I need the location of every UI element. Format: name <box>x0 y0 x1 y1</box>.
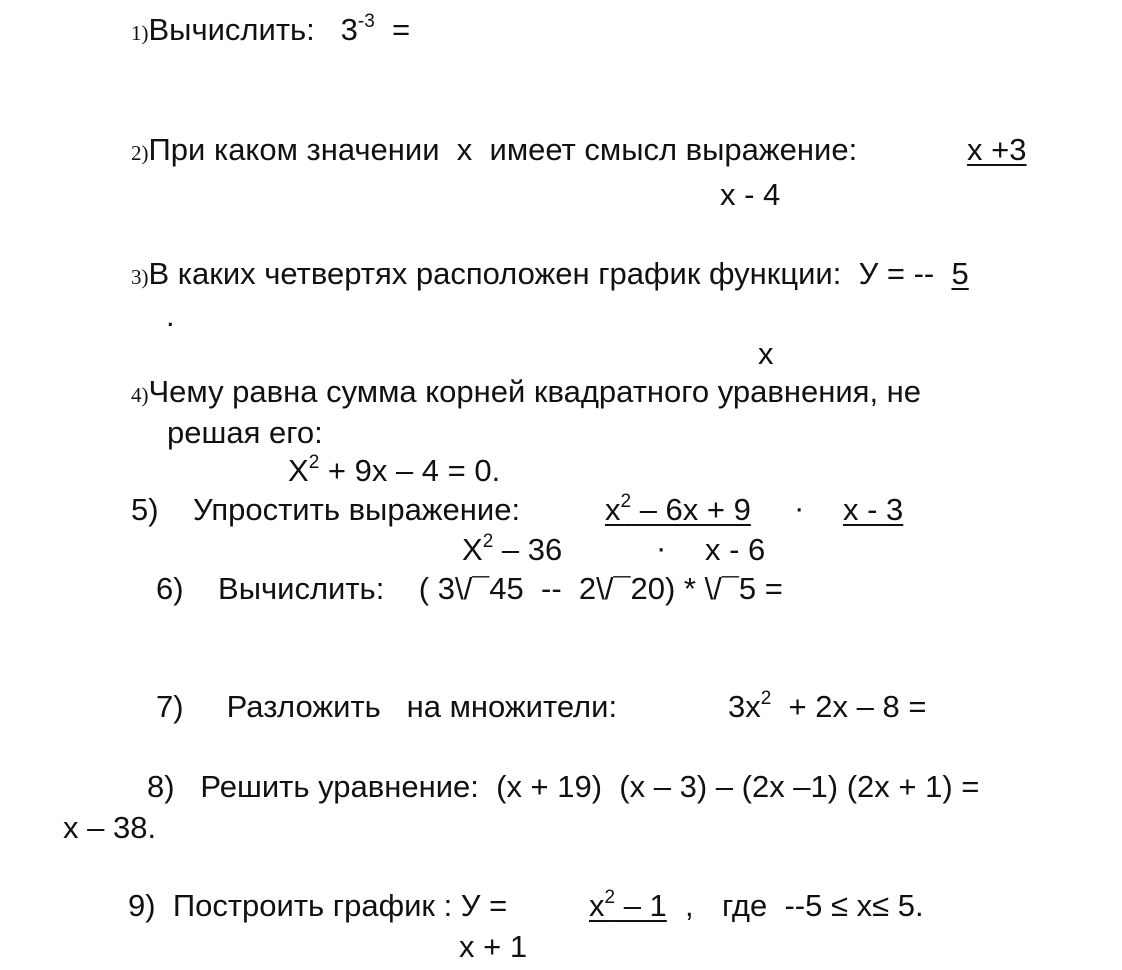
domain-condition: где --5 ≤ х≤ 5. <box>722 888 924 923</box>
quadratic-equation: $Х^2 + 9х - 4 = 0$. <box>288 452 501 488</box>
radical-expression: ( 3\/¯45 -- 2\/¯20) * \/¯5 = <box>418 571 783 606</box>
task-text-line1: Чему равна сумма корней квадратного уравнения, не <box>148 374 922 409</box>
fraction2-denominator: х - 6 <box>705 532 766 567</box>
equation-continuation: х – 38. <box>63 810 157 845</box>
task-label: Разложить на множители: <box>226 689 618 724</box>
task-label: Вычислить: <box>148 12 315 47</box>
fraction-numerator: $х^2 - 1$ <box>589 887 667 923</box>
fraction-denominator: х + 1 <box>459 929 528 964</box>
power-exponent: -3 <box>357 11 375 32</box>
task-number: 4) <box>131 383 149 407</box>
fraction-denominator: х - 4 <box>720 177 781 212</box>
task-number: 3) <box>131 265 149 289</box>
power-base: 3 <box>340 12 358 47</box>
task-5 <box>131 492 520 528</box>
fraction1-denominator: $Х^2 - 36$ <box>462 531 563 567</box>
task-number: 8) <box>147 769 175 804</box>
fraction-numerator: х +3 <box>967 132 1027 167</box>
task-7 <box>156 689 617 725</box>
task-9 <box>128 888 507 924</box>
task-2 <box>131 132 857 171</box>
task-8 <box>147 769 979 805</box>
polynomial-expression: $3х^2 + 2х - 8$ = <box>728 688 927 724</box>
fraction-denominator: х <box>758 336 774 371</box>
task-number: 6) <box>156 571 184 606</box>
task-text-line2: решая его: <box>167 415 323 450</box>
task-label: Упростить выражение: <box>193 492 521 527</box>
comma: , <box>685 888 694 923</box>
task-text: При каком значении х имеет смысл выражение: <box>148 132 858 167</box>
task-text: В каких четвертях расположен график функции: У = -- <box>148 256 935 291</box>
task-label: Вычислить: <box>218 571 385 606</box>
stray-dot: . <box>166 298 175 333</box>
task-number: 1) <box>131 21 149 45</box>
fraction-numerator: 5 <box>951 256 969 291</box>
task-number: 7) <box>156 689 184 724</box>
task-number: 2) <box>131 141 149 165</box>
multiply-dot: · <box>794 490 805 525</box>
task-label: Построить график : У = <box>172 888 508 923</box>
task-3 <box>131 256 969 295</box>
equation-expression: (х + 19) (х – 3) – (2х –1) (2х + 1) = <box>496 769 980 804</box>
task-4 <box>131 374 921 413</box>
task-6 <box>156 571 783 607</box>
multiply-dot-2: · <box>656 530 667 565</box>
equals-sign: = <box>392 12 411 47</box>
fraction1-numerator: $х^2 - 6х + 9$ <box>605 491 751 527</box>
task-label: Решить уравнение: <box>200 769 479 804</box>
fraction2-numerator: х - 3 <box>843 492 904 527</box>
task-number: 9) <box>128 888 156 923</box>
task-1 <box>131 12 410 51</box>
task-number: 5) <box>131 492 159 527</box>
